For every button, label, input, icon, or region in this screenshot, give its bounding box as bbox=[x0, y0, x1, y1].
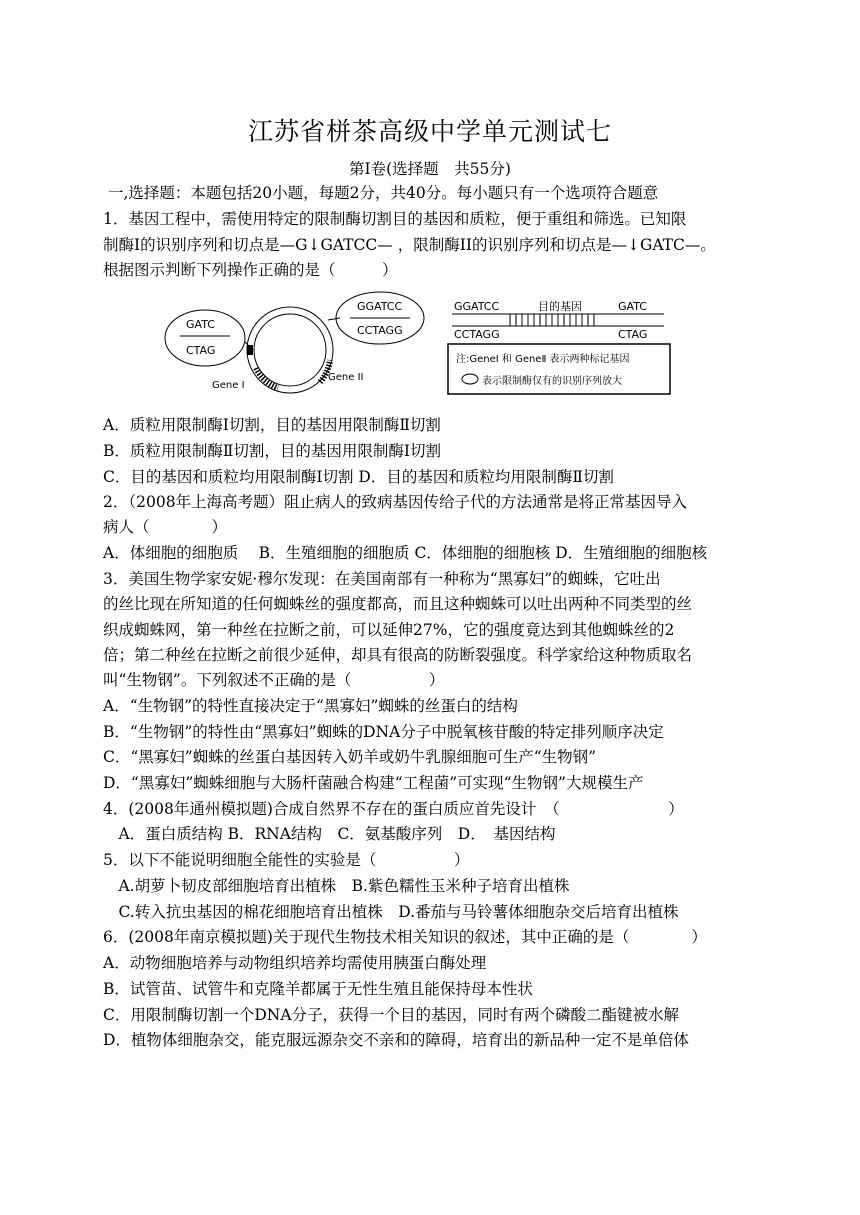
q3-line-4: 倍；第二种丝在拉断之前很少延伸，却具有很高的防断裂强度。科学家给这种物质取名 bbox=[103, 646, 693, 664]
q6-option-b: B．试管苗、试管牛和克隆羊都属于无性生殖且能保持母本性状 bbox=[103, 980, 533, 998]
base-pair-ticks bbox=[510, 314, 594, 326]
cctagg-label: CCTAGG bbox=[357, 324, 403, 337]
q3-line-2: 的丝比现在所知道的任何蜘蛛丝的强度都高，而且这种蜘蛛可以吐出两种不同类型的丝 bbox=[103, 595, 693, 613]
dna-bottom-left: CCTAGG bbox=[454, 328, 500, 341]
q3-option-d: D．“黑寡妇”蜘蛛细胞与大肠杆菌融合构建“工程菌”可实现“生物钢”大规模生产 bbox=[103, 774, 644, 792]
q3-line-1: 3．美国生物学家安妮·穆尔发现：在美国南部有一种称为“黑寡妇”的蜘蛛，它吐出 bbox=[103, 570, 661, 588]
section-instructions: 一,选择题：本题包括20小题，每题2分，共40分。每小题只有一个选项符合题意 bbox=[108, 184, 659, 202]
target-gene-label: 目的基因 bbox=[538, 300, 582, 313]
q4-options: A．蛋白质结构 B．RNA结构 C．氨基酸序列 D． 基因结构 bbox=[103, 825, 556, 843]
gene-1-label: Gene I bbox=[212, 380, 245, 391]
q6-option-a: A．动物细胞培养与动物组织培养均需使用胰蛋白酶处理 bbox=[103, 954, 487, 972]
q2-options: A．体细胞的细胞质 B．生殖细胞的细胞质 C．体细胞的细胞核 D．生殖细胞的细胞核 bbox=[103, 544, 708, 562]
q3-line-3: 织成蜘蛛网，第一种丝在拉断之前，可以延伸27%，它的强度竟达到其他蜘蛛丝的2 bbox=[103, 621, 675, 639]
q5-options-cd: C.转入抗虫基因的棉花细胞培育出植株 D.番茄与马铃薯体细胞杂交后培育出植株 bbox=[103, 903, 679, 921]
gene-2-label: Gene II bbox=[328, 372, 364, 383]
q3-option-c: C．“黑寡妇”蜘蛛的丝蛋白基因转入奶羊或奶牛乳腺细胞可生产“生物钢” bbox=[103, 748, 597, 766]
dna-top-right: GATC bbox=[618, 300, 647, 313]
q2-line-1: 2．（2008年上海高考题）阻止病人的致病基因传给子代的方法通常是将正常基因导入 bbox=[103, 493, 688, 511]
legend-line-1: 注:GeneⅠ 和 GeneⅡ 表示两种标记基因 bbox=[456, 354, 630, 365]
ctag-label: CTAG bbox=[186, 344, 216, 357]
plasmid-figure bbox=[160, 290, 680, 400]
q6-line-1: 6．(2008年南京模拟题)关于现代生物技术相关知识的叙述，其中正确的是（ ） bbox=[103, 928, 707, 946]
gene-1-region bbox=[256, 368, 278, 388]
q3-line-5: 叫“生物钢”。下列叙述不正确的是（ ） bbox=[103, 671, 445, 689]
q1-line-1: 1．基因工程中，需使用特定的限制酶切割目的基因和质粒，便于重组和筛选。已知限 bbox=[103, 210, 687, 228]
legend-ellipse-icon bbox=[462, 374, 478, 384]
q1-line-3: 根据图示判断下列操作正确的是（ ） bbox=[103, 261, 398, 279]
q3-option-a: A．“生物钢”的特性直接决定于“黑寡妇”蜘蛛的丝蛋白的结构 bbox=[103, 697, 518, 715]
q4-line-1: 4．(2008年通州模拟题)合成自然界不存在的蛋白质应首先设计 （ ） bbox=[103, 800, 684, 818]
q1-line-2: 制酶Ⅰ的识别序列和切点是—G↓GATCC— ，限制酶II的识别序列和切点是—↓GATC—。 bbox=[103, 236, 716, 254]
legend-line-2: 表示限制酶仅有的识别序列放大 bbox=[482, 376, 622, 387]
gatc-label: GATC bbox=[186, 318, 215, 331]
q6-option-c: C．用限制酶切割一个DNA分子，获得一个目的基因，同时有两个磷酸二酯键被水解 bbox=[103, 1006, 680, 1024]
q1-option-cd: C．目的基因和质粒均用限制酶Ⅰ切割 D．目的基因和质粒均用限制酶Ⅱ切割 bbox=[103, 468, 614, 486]
q3-option-b: B．“生物钢”的特性由“黑寡妇”蜘蛛的DNA分子中脱氧核苷酸的特定排列顺序决定 bbox=[103, 723, 664, 741]
ggatcc-label: GGATCC bbox=[357, 300, 403, 313]
q5-options-ab: A.胡萝卜韧皮部细胞培育出植株 B.紫色糯性玉米种子培育出植株 bbox=[103, 877, 570, 895]
dna-top-left: GGATCC bbox=[454, 300, 500, 313]
q1-option-a: A．质粒用限制酶Ⅰ切割，目的基因用限制酶Ⅱ切割 bbox=[103, 416, 441, 434]
q2-line-2: 病人（ ） bbox=[103, 518, 228, 536]
q6-option-d: D．植物体细胞杂交，能克服远源杂交不亲和的障碍，培育出的新品种一定不是单倍体 bbox=[103, 1031, 689, 1049]
dna-bottom-right: CTAG bbox=[618, 328, 648, 341]
q1-option-b: B．质粒用限制酶Ⅱ切割，目的基因用限制酶Ⅰ切割 bbox=[103, 442, 442, 460]
section-subtitle: 第Ⅰ卷(选择题 共55分) bbox=[349, 160, 511, 178]
page-title: 江苏省栟茶高级中学单元测试七 bbox=[247, 117, 612, 146]
q5-line-1: 5．以下不能说明细胞全能性的实验是（ ） bbox=[103, 851, 470, 869]
